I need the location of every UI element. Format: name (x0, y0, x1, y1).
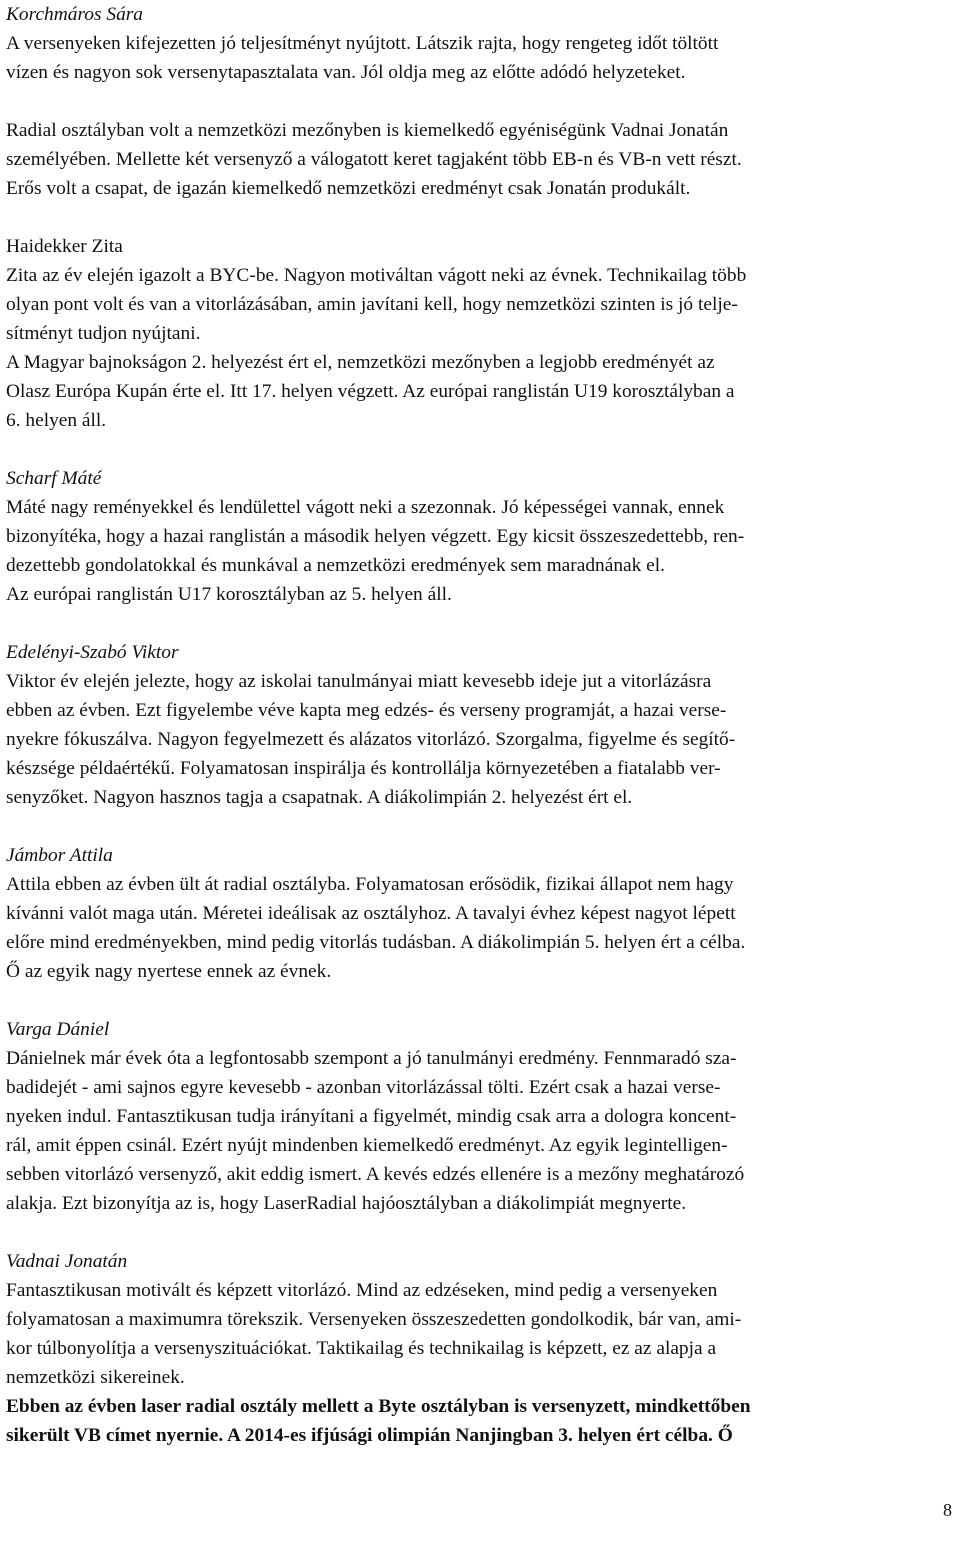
text-line: 6. helyen áll. (6, 410, 107, 431)
text-line: Ő az egyik nagy nyertese ennek az évnek. (6, 961, 332, 982)
page-number: 8 (943, 1500, 952, 1520)
text-line: Zita az év elején igazolt a BYC-be. Nagyon motiváltan vágott neki az évnek. Technikailag több (6, 265, 747, 286)
section-haidekker-zita (6, 232, 958, 435)
text-line: A versenyeken kifejezetten jó teljesítményt nyújtott. Látszik rajta, hogy rengeteg időt töltött (6, 33, 719, 54)
text-line: Attila ebben az évben ült át radial osztályba. Folyamatosan erősödik, fizikai állapot nem hagy (6, 874, 734, 895)
athlete-name: Korchmáros Sára (6, 4, 144, 25)
text-line: olyan pont volt és van a vitorlázásában, amin javítani kell, hogy nemzetközi szinten is jó telje- (6, 294, 738, 315)
text-line: Dánielnek már évek óta a legfontosabb szempont a jó tanulmányi eredmény. Fennmaradó sza- (6, 1048, 737, 1069)
section-korchmaros-sara (6, 0, 958, 87)
text-line: kor túlbonyolítja a versenyszituációkat. Taktikailag és technikailag is képzett, ez az alapja a (6, 1338, 717, 1359)
section-vadnai-jonatan (6, 1247, 958, 1450)
text-line: A Magyar bajnokságon 2. helyezést ért el, nemzetközi mezőnyben a legjobb eredményét az (6, 352, 715, 373)
text-line: dezettebb gondolatokkal és munkával a nemzetközi eredmények sem maradnának el. (6, 555, 666, 576)
text-line: vízen és nagyon sok versenytapasztalata van. Jól oldja meg az előtte adódó helyzeteket. (6, 62, 686, 83)
text-line: ebben az évben. Ezt figyelembe véve kapta meg edzés- és verseny programját, a hazai verse- (6, 700, 727, 721)
text-line: Viktor év elején jelezte, hogy az iskolai tanulmányai miatt kevesebb ideje jut a vitorlázásra (6, 671, 712, 692)
text-line: Olasz Európa Kupán érte el. Itt 17. helyen végzett. Az európai ranglistán U19 korosztályban a (6, 381, 735, 402)
bold-text-line: sikerült VB címet nyernie. A 2014-es ifjúsági olimpián Nanjingban 3. helyen ért célba. Ő (6, 1425, 733, 1446)
athlete-name: Edelényi-Szabó Viktor (6, 642, 179, 663)
section-varga-daniel (6, 1015, 958, 1218)
athlete-name: Jámbor Attila (6, 845, 113, 866)
document-page (6, 0, 958, 1450)
athlete-name: Varga Dániel (6, 1019, 110, 1040)
athlete-name: Vadnai Jonatán (6, 1251, 128, 1272)
text-line: nemzetközi sikereinek. (6, 1367, 185, 1388)
text-line: folyamatosan a maximumra törekszik. Versenyeken összeszedetten gondolkodik, bár van, ami- (6, 1309, 742, 1330)
bold-text-line: Ebben az évben laser radial osztály mellett a Byte osztályban is versenyzett, mindkettőben (6, 1396, 751, 1417)
section-edelenyi-szabo-viktor (6, 638, 958, 812)
text-line: Radial osztályban volt a nemzetközi mezőnyben is kiemelkedő egyéniségünk Vadnai Jonatán (6, 120, 729, 141)
section-radial-intro (6, 116, 958, 203)
text-line: sítményt tudjon nyújtani. (6, 323, 201, 344)
text-line: nyeken indul. Fantasztikusan tudja irányítani a figyelmét, mindig csak arra a dologra koncent- (6, 1106, 737, 1127)
athlete-name: Scharf Máté (6, 468, 102, 489)
text-line: badidejét - ami sajnos egyre kevesebb - azonban vitorlázással tölti. Ezért csak a hazai verse- (6, 1077, 721, 1098)
athlete-name: Haidekker Zita (6, 236, 123, 257)
text-line: alakja. Ezt bizonyítja az is, hogy LaserRadial hajóosztályban a diákolimpiát megnyerte. (6, 1193, 687, 1214)
text-line: kívánni valót maga után. Méretei ideálisak az osztályhoz. A tavalyi évhez képest nagyot lépett (6, 903, 736, 924)
section-jambor-attila (6, 841, 958, 986)
text-line: senyzőket. Nagyon hasznos tagja a csapatnak. A diákolimpián 2. helyezést ért el. (6, 787, 633, 808)
text-line: előre mind eredményekben, mind pedig vitorlás tudásban. A diákolimpián 5. helyen ért a célba. (6, 932, 746, 953)
text-line: Máté nagy reményekkel és lendülettel vágott neki a szezonnak. Jó képességei vannak, ennek (6, 497, 725, 518)
text-line: nyekre fókuszálva. Nagyon fegyelmezett és alázatos vitorlázó. Szorgalma, figyelme és segítő- (6, 729, 736, 750)
text-line: sebben vitorlázó versenyző, akit eddig ismert. A kevés edzés ellenére is a mezőny meghatározó (6, 1164, 745, 1185)
text-line: bizonyítéka, hogy a hazai ranglistán a második helyen végzett. Egy kicsit összeszedettebb, ren- (6, 526, 745, 547)
section-scharf-mate (6, 464, 958, 609)
text-line: Az európai ranglistán U17 korosztályban az 5. helyen áll. (6, 584, 452, 605)
text-line: készsége példaértékű. Folyamatosan inspirálja és kontrollálja környezetében a fiatalabb ver- (6, 758, 721, 779)
text-line: Fantasztikusan motivált és képzett vitorlázó. Mind az edzéseken, mind pedig a versenyeken (6, 1280, 718, 1301)
text-line: Erős volt a csapat, de igazán kiemelkedő nemzetközi eredményt csak Jonatán produkált. (6, 178, 691, 199)
text-line: személyében. Mellette két versenyző a válogatott keret tagjaként több EB-n és VB-n vett részt. (6, 149, 742, 170)
text-line: rál, amit éppen csinál. Ezért nyújt mindenben kiemelkedő eredményt. Az egyik legintelligen- (6, 1135, 728, 1156)
